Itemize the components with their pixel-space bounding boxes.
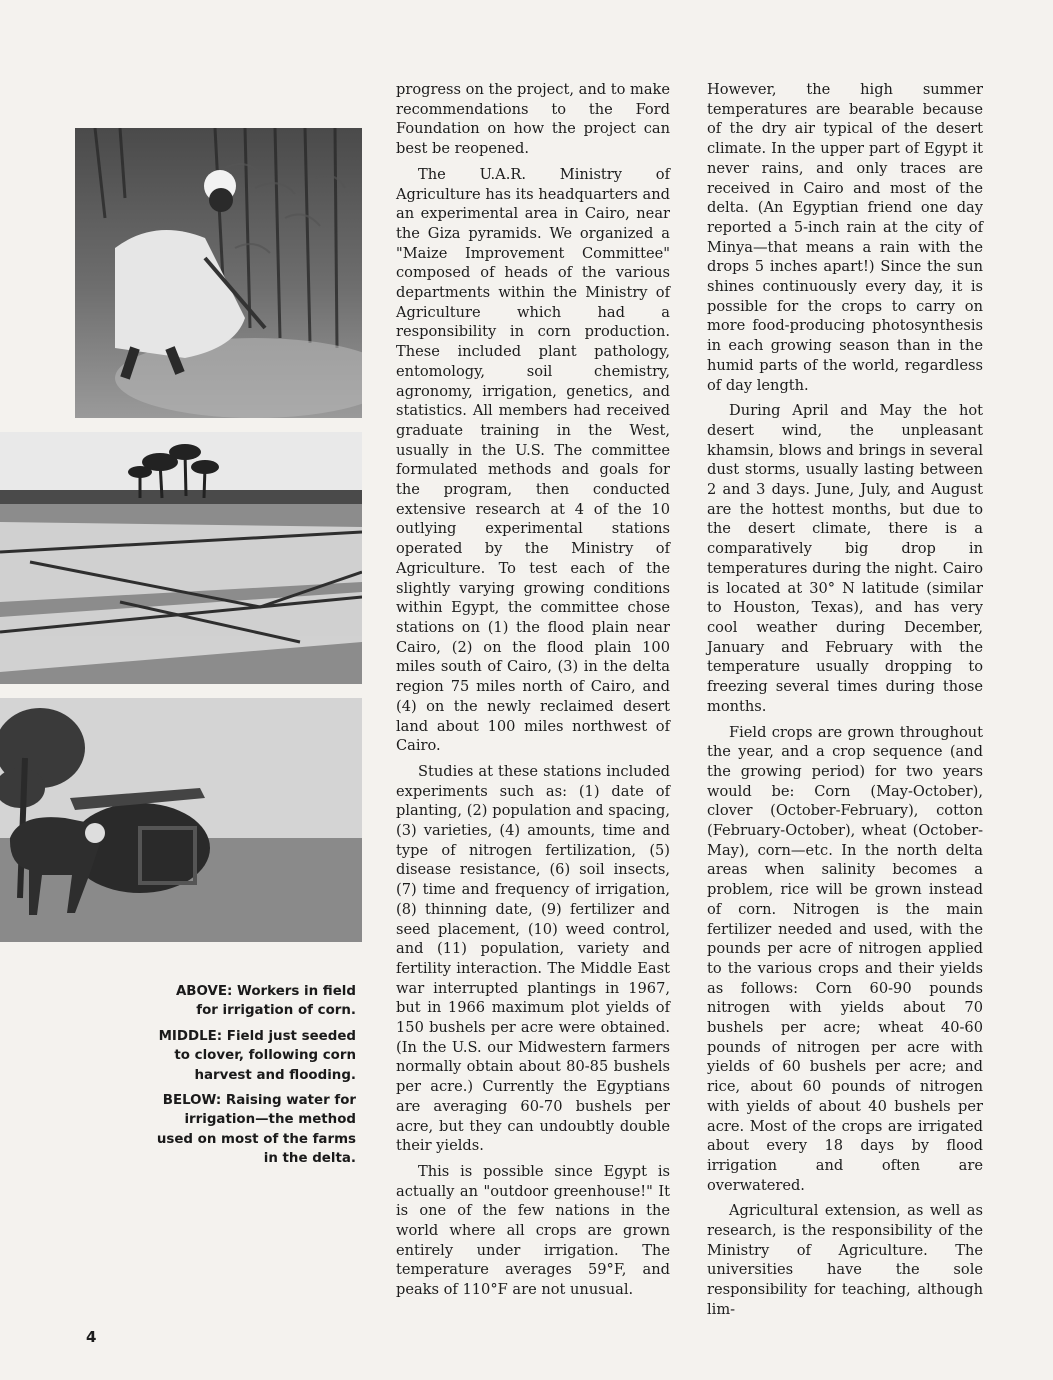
photo-captions [150,982,356,1175]
paragraph: Agricultural extension, as well as research, is the responsibility of the Ministry of Agriculture. The universities have the sole responsibility for teaching, although lim- [707,1202,983,1318]
caption-middle: MIDDLE: Field just seeded to clover, following corn harvest and flooding. [158,1028,356,1083]
paragraph: During April and May the hot desert wind, the unpleasant khamsin, blows and brings in several dust storms, usually lasting between 2 and 3 days. June, July, and August are the hottest months, but due to the desert climate, there is a comparatively big drop in temperatures during the night. Cairo is located at 30° N latitude (similar to Houston, Texas), and has very cool weather during December, January and February with the temperature usually dropping to freezing several times during those months. [707,402,983,715]
paragraph: The U.A.R. Ministry of Agriculture has its headquarters and an experimental area in Cairo, near the Giza pyramids. We organized a "Maize Improvement Committee" composed of heads of the various departments within the Ministry of Agriculture which had a responsibility in corn production. These included plant pathology, entomology, soil chemistry, agronomy, irrigation, genetics, and statistics. All members had received graduate training in the West, usually in the U.S. The committee formulated methods and goals for the program, then conducted extensive research at 4 of the 10 outlying experimental stations operated by the Ministry of Agriculture. To test each of the slightly varying growing conditions within Egypt, the committee chose stations on (1) the flood plain near Cairo, (2) on the flood plain 100 miles south of Cairo, (3) in the delta region 75 miles north of Cairo, and (4) on the newly reclaimed desert land about 100 miles northwest of Cairo. [396,165,670,755]
photo-worker-hoeing-corn [75,128,362,418]
caption-above: ABOVE: Workers in field for irrigation of corn. [175,984,356,1019]
paragraph: This is possible since Egypt is actually an "outdoor greenhouse!" It is one of the few nations in the world where all crops are grown entirely under irrigation. The temperature averages 59°F, and peaks of 110°F are not unusual. [396,1162,670,1299]
caption-below: BELOW: Raising water for irrigation—the method used on most of the farms in the delta. [156,1093,356,1167]
photo-flooded-field-palms [0,432,362,684]
paragraph: Field crops are grown throughout the year, and a crop sequence (and the growing period) for two years would be: Corn (May-October), clover (October-February), cotton (February-October), wheat (October-May), corn—etc. In the north delta areas when salinity becomes a problem, rice will be grown instead of corn. Nitrogen is the main fertilizer needed and used, with the pounds per acre of nitrogen applied to the various crops and their yields as follows: Corn 60-90 pounds nitrogen with yields about 70 bushels per acre; wheat 40-60 pounds of nitrogen per acre with yields of 60 bushels per acre; and rice, about 60 pounds of nitrogen with yields of about 40 bushels per acre. Most of the crops are irrigated about every 18 days by flood irrigation and often are overwatered. [707,723,983,1194]
photo-ox-water-wheel [0,698,362,942]
page-number: 4 [86,1328,97,1346]
paragraph: However, the high summer temperatures are bearable because of the dry air typical of the desert climate. In the upper part of Egypt it never rains, and only traces are received in Cairo and most of the delta. (An Egyptian friend one day reported a 5-inch rain at the city of Minya—that means a rain with the drops 5 inches apart!) Since the sun shines continuously every day, it is possible for the crops to carry on more food-producing photosynthesis in each growing season than in the humid parts of the world, regardless of day length. [707,81,983,394]
article-column-middle [396,80,670,1306]
paragraph: progress on the project, and to make recommendations to the Ford Foundation on how the project can best be reopened. [396,81,671,158]
paragraph: Studies at these stations included experiments such as: (1) date of planting, (2) population and spacing, (3) varieties, (4) amounts, time and type of nitrogen fertilization, (5) disease resistance, (6) soil insects, (7) time and frequency of irrigation, (8) thinning date, (9) fertilizer and seed placement, (10) weed control, and (11) population, variety and fertility interaction. The Middle East war interrupted plantings in 1967, but in 1966 maximum plot yields of 150 bushels per acre were obtained. (In the U.S. our Midwestern farmers normally obtain about 80-85 bushels per acre.) Currently the Egyptians are averaging 60-70 bushels per acre, but they can undoubtly double their yields. [396,762,670,1155]
article-column-right [707,80,983,1326]
